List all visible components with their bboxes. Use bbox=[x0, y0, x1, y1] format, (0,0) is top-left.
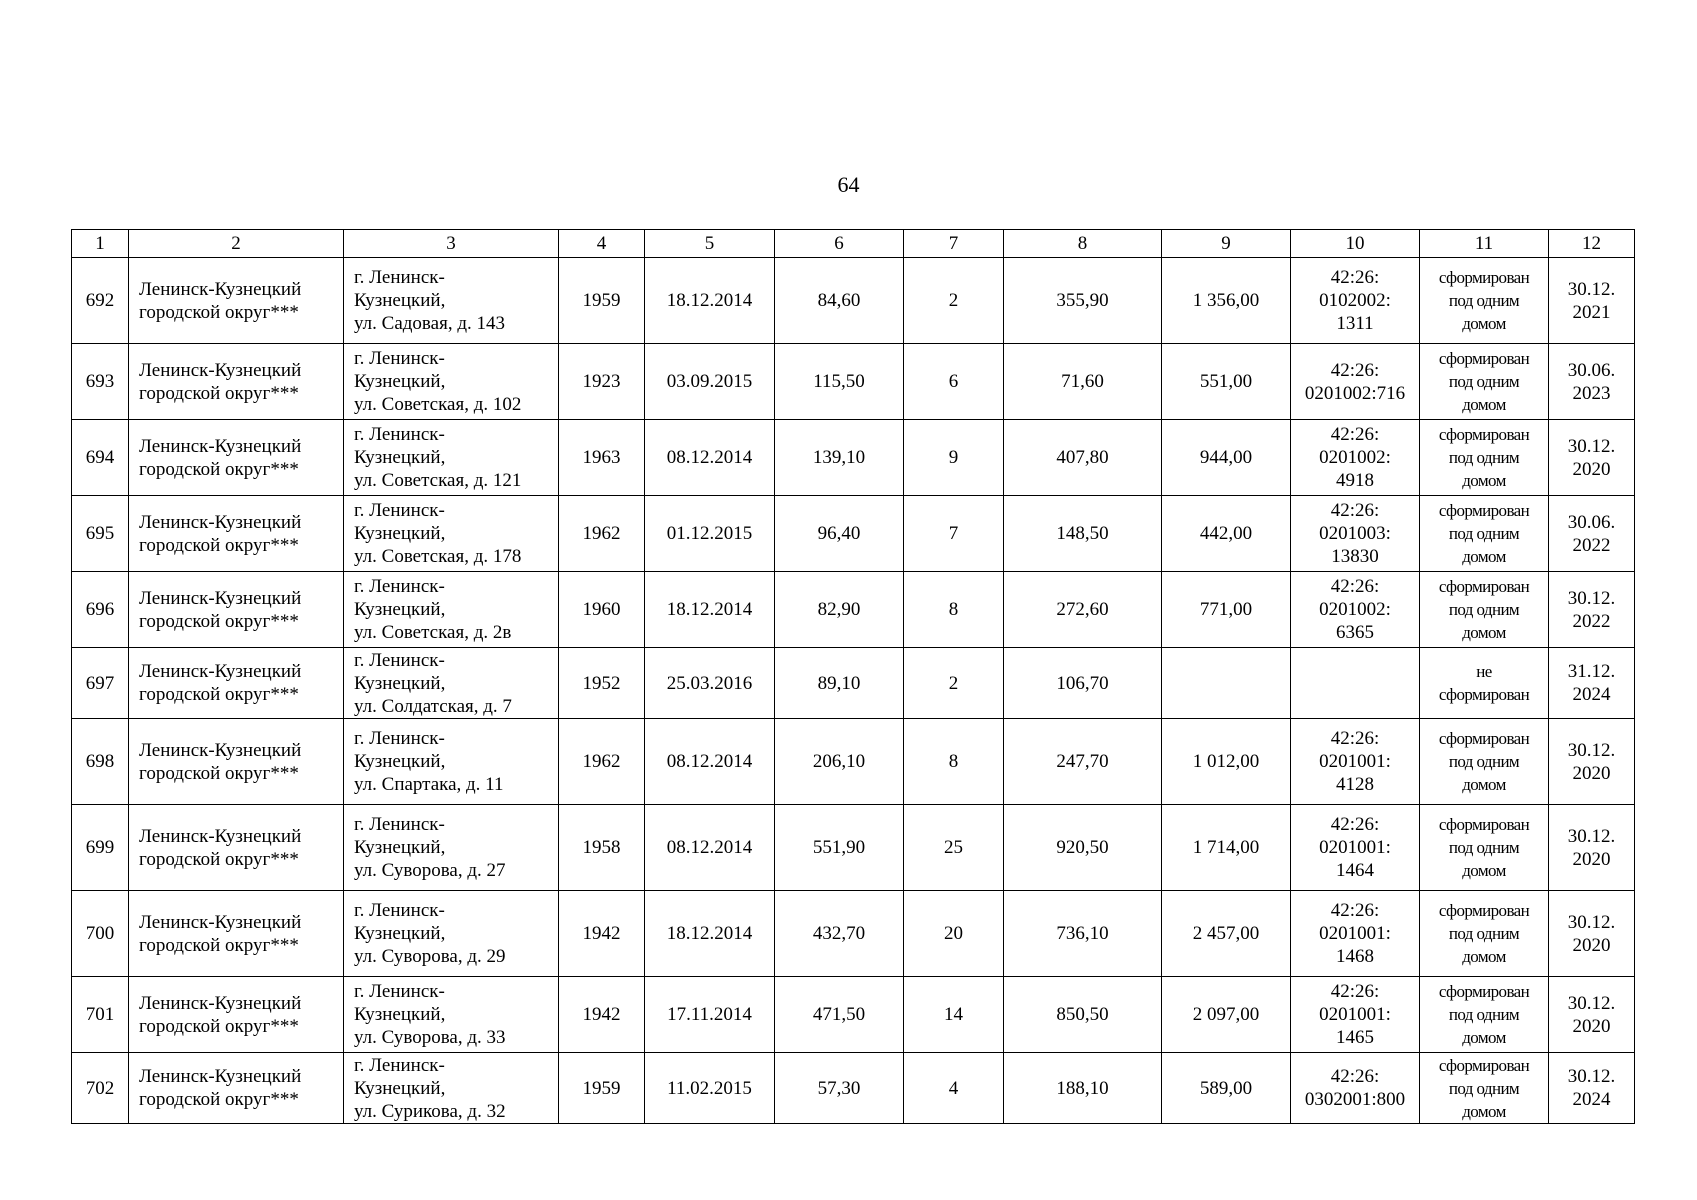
cadastral-number-cell-line: 42:26: bbox=[1330, 981, 1380, 1002]
address-cell-line: Кузнецкий, bbox=[354, 371, 446, 392]
land-status-cell-line: домом bbox=[1462, 1101, 1506, 1121]
cadastral-number-cell-line: 1311 bbox=[1336, 313, 1374, 334]
deadline-cell-line: 30.06. bbox=[1567, 359, 1616, 381]
area-cell: 57,30 bbox=[775, 1053, 904, 1124]
column-header: 11 bbox=[1420, 230, 1549, 258]
deadline-cell bbox=[1549, 648, 1635, 719]
municipality-cell-line: Ленинск-Кузнецкий bbox=[139, 511, 302, 533]
address-cell-line: г. Ленинск- bbox=[354, 1054, 445, 1076]
cadastral-number-cell-line: 42:26: bbox=[1330, 814, 1380, 835]
municipality-cell-line: Ленинск-Кузнецкий bbox=[139, 661, 302, 682]
municipality-cell bbox=[129, 572, 344, 648]
cadastral-number-cell-line: 42:26: bbox=[1330, 359, 1380, 381]
deadline-cell-line: 2024 bbox=[1572, 1089, 1611, 1110]
column-header: 1 bbox=[72, 230, 129, 258]
address-cell bbox=[344, 572, 559, 648]
address-cell bbox=[344, 891, 559, 977]
total-area-cell: 247,70 bbox=[1004, 719, 1162, 805]
address-cell-line: г. Ленинск- bbox=[354, 649, 445, 671]
table-row bbox=[72, 648, 1635, 719]
table-row bbox=[72, 891, 1635, 977]
deadline-cell bbox=[1549, 977, 1635, 1053]
deadline-cell bbox=[1549, 258, 1635, 344]
year-cell: 1923 bbox=[559, 344, 645, 420]
land-area-cell: 589,00 bbox=[1162, 1053, 1291, 1124]
row-number-cell: 694 bbox=[72, 420, 129, 496]
cadastral-number-cell bbox=[1291, 891, 1420, 977]
residents-cell: 7 bbox=[904, 496, 1004, 572]
land-status-cell-line: домом bbox=[1462, 314, 1506, 333]
date-cell: 18.12.2014 bbox=[645, 258, 775, 344]
address-cell-line: г. Ленинск- bbox=[354, 500, 445, 521]
deadline-cell bbox=[1549, 891, 1635, 977]
address-cell-line: ул. Советская, д. 2в bbox=[354, 622, 512, 643]
deadline-cell bbox=[1549, 420, 1635, 496]
cadastral-number-cell-line: 0201001: bbox=[1319, 1004, 1391, 1025]
page-number: 64 bbox=[837, 172, 860, 197]
total-area-cell: 355,90 bbox=[1004, 258, 1162, 344]
total-area-cell: 407,80 bbox=[1004, 420, 1162, 496]
table-row bbox=[72, 805, 1635, 891]
year-cell: 1958 bbox=[559, 805, 645, 891]
address-cell bbox=[344, 496, 559, 572]
table-row bbox=[72, 1053, 1635, 1124]
area-cell: 432,70 bbox=[775, 891, 904, 977]
row-number-cell: 697 bbox=[72, 648, 129, 719]
land-status-cell-line: под одним bbox=[1448, 838, 1520, 857]
cadastral-number-cell bbox=[1291, 805, 1420, 891]
deadline-cell-line: 30.12. bbox=[1567, 1066, 1616, 1087]
land-status-cell-line: сформирован bbox=[1438, 982, 1530, 1001]
column-number-row bbox=[72, 230, 1635, 258]
municipality-cell bbox=[129, 805, 344, 891]
land-status-cell-line: под одним bbox=[1448, 1005, 1520, 1024]
address-cell-line: ул. Суворова, д. 33 bbox=[354, 1027, 506, 1048]
municipality-cell-line: Ленинск-Кузнецкий bbox=[139, 1066, 302, 1087]
total-area-cell: 850,50 bbox=[1004, 977, 1162, 1053]
cadastral-number-cell-line: 4918 bbox=[1336, 470, 1374, 491]
municipality-cell-line: Ленинск-Кузнецкий bbox=[139, 911, 302, 933]
area-cell: 551,90 bbox=[775, 805, 904, 891]
land-status-cell bbox=[1420, 572, 1549, 648]
deadline-cell-line: 2020 bbox=[1572, 1015, 1611, 1037]
row-number-cell: 702 bbox=[72, 1053, 129, 1124]
land-status-cell-line: домом bbox=[1462, 947, 1506, 966]
municipality-cell-line: Ленинск-Кузнецкий bbox=[139, 587, 302, 609]
address-cell-line: Кузнецкий, bbox=[354, 1077, 446, 1099]
address-cell bbox=[344, 805, 559, 891]
cadastral-number-cell-line: 0302001:800 bbox=[1304, 1089, 1406, 1110]
deadline-cell-line: 2021 bbox=[1572, 301, 1611, 323]
municipality-cell-line: городской округ*** bbox=[139, 1015, 299, 1037]
area-cell: 471,50 bbox=[775, 977, 904, 1053]
land-status-cell bbox=[1420, 719, 1549, 805]
cadastral-number-cell-line: 4128 bbox=[1336, 774, 1374, 795]
land-area-cell: 2 457,00 bbox=[1162, 891, 1291, 977]
year-cell: 1942 bbox=[559, 891, 645, 977]
municipality-cell-line: городской округ*** bbox=[139, 534, 299, 556]
municipality-cell-line: Ленинск-Кузнецкий bbox=[139, 278, 302, 300]
address-cell-line: г. Ленинск- bbox=[354, 900, 445, 921]
address-cell-line: Кузнецкий, bbox=[354, 751, 446, 772]
column-header: 8 bbox=[1004, 230, 1162, 258]
residents-cell: 20 bbox=[904, 891, 1004, 977]
year-cell: 1962 bbox=[559, 719, 645, 805]
municipality-cell-line: Ленинск-Кузнецкий bbox=[139, 435, 302, 457]
deadline-cell-line: 2020 bbox=[1572, 934, 1611, 956]
cadastral-number-cell-line: 42:26: bbox=[1330, 576, 1380, 597]
land-status-cell-line: под одним bbox=[1448, 372, 1520, 391]
land-status-cell bbox=[1420, 977, 1549, 1053]
table-row bbox=[72, 719, 1635, 805]
deadline-cell-line: 2022 bbox=[1572, 534, 1611, 556]
municipality-cell-line: городской округ*** bbox=[139, 684, 299, 705]
deadline-cell-line: 30.12. bbox=[1567, 435, 1616, 457]
deadline-cell-line: 30.12. bbox=[1567, 739, 1616, 761]
deadline-cell bbox=[1549, 496, 1635, 572]
municipality-cell bbox=[129, 719, 344, 805]
address-cell-line: г. Ленинск- bbox=[354, 267, 445, 288]
year-cell: 1960 bbox=[559, 572, 645, 648]
deadline-cell-line: 2020 bbox=[1572, 848, 1611, 870]
cadastral-number-cell-line: 42:26: bbox=[1330, 1066, 1380, 1087]
municipality-cell-line: городской округ*** bbox=[139, 762, 299, 784]
land-area-cell: 1 356,00 bbox=[1162, 258, 1291, 344]
residents-cell: 4 bbox=[904, 1053, 1004, 1124]
municipality-cell bbox=[129, 891, 344, 977]
land-status-cell-line: не bbox=[1476, 662, 1492, 681]
deadline-cell-line: 30.12. bbox=[1567, 587, 1616, 609]
municipality-cell-line: городской округ*** bbox=[139, 458, 299, 480]
cadastral-number-cell bbox=[1291, 1053, 1420, 1124]
cadastral-number-cell-line: 1464 bbox=[1336, 860, 1374, 881]
row-number-cell: 693 bbox=[72, 344, 129, 420]
deadline-cell-line: 30.12. bbox=[1567, 278, 1616, 300]
land-status-cell-line: домом bbox=[1462, 623, 1506, 642]
land-area-cell bbox=[1162, 648, 1291, 719]
land-status-cell bbox=[1420, 1053, 1549, 1124]
area-cell: 96,40 bbox=[775, 496, 904, 572]
column-header: 4 bbox=[559, 230, 645, 258]
address-cell bbox=[344, 258, 559, 344]
cadastral-number-cell-line: 42:26: bbox=[1330, 267, 1380, 288]
deadline-cell bbox=[1549, 572, 1635, 648]
deadline-cell-line: 2022 bbox=[1572, 610, 1611, 632]
land-status-cell-line: под одним bbox=[1448, 291, 1520, 310]
residents-cell: 14 bbox=[904, 977, 1004, 1053]
date-cell: 11.02.2015 bbox=[645, 1053, 775, 1124]
cadastral-number-cell bbox=[1291, 719, 1420, 805]
cadastral-number-cell-line: 42:26: bbox=[1330, 500, 1380, 521]
cadastral-number-cell-line: 42:26: bbox=[1330, 728, 1380, 749]
address-cell-line: ул. Солдатская, д. 7 bbox=[354, 695, 512, 717]
cadastral-number-cell-line: 0201001: bbox=[1319, 837, 1391, 858]
cadastral-number-cell-line: 13830 bbox=[1331, 546, 1379, 567]
deadline-cell-line: 2023 bbox=[1572, 382, 1611, 404]
address-cell-line: ул. Спартака, д. 11 bbox=[354, 774, 504, 795]
row-number-cell: 699 bbox=[72, 805, 129, 891]
cadastral-number-cell-line: 0201003: bbox=[1319, 523, 1391, 544]
cadastral-number-cell bbox=[1291, 344, 1420, 420]
date-cell: 01.12.2015 bbox=[645, 496, 775, 572]
row-number-cell: 695 bbox=[72, 496, 129, 572]
cadastral-number-cell bbox=[1291, 496, 1420, 572]
year-cell: 1962 bbox=[559, 496, 645, 572]
land-status-cell bbox=[1420, 648, 1549, 719]
land-area-cell: 551,00 bbox=[1162, 344, 1291, 420]
land-status-cell bbox=[1420, 891, 1549, 977]
land-status-cell-line: сформирован bbox=[1438, 1055, 1530, 1075]
column-header: 12 bbox=[1549, 230, 1635, 258]
date-cell: 18.12.2014 bbox=[645, 891, 775, 977]
deadline-cell-line: 31.12. bbox=[1567, 661, 1616, 682]
cadastral-number-cell-line: 0201002: bbox=[1319, 447, 1391, 468]
deadline-cell-line: 2020 bbox=[1572, 762, 1611, 784]
address-cell-line: ул. Суворова, д. 29 bbox=[354, 946, 506, 967]
land-status-cell bbox=[1420, 258, 1549, 344]
land-area-cell: 442,00 bbox=[1162, 496, 1291, 572]
land-status-cell bbox=[1420, 805, 1549, 891]
deadline-cell-line: 30.12. bbox=[1567, 911, 1616, 933]
date-cell: 08.12.2014 bbox=[645, 805, 775, 891]
table-row bbox=[72, 344, 1635, 420]
address-cell-line: г. Ленинск- bbox=[354, 576, 445, 597]
cadastral-number-cell-line: 0201002:716 bbox=[1304, 382, 1406, 404]
municipality-cell-line: Ленинск-Кузнецкий bbox=[139, 992, 302, 1014]
total-area-cell: 272,60 bbox=[1004, 572, 1162, 648]
address-cell bbox=[344, 344, 559, 420]
date-cell: 08.12.2014 bbox=[645, 719, 775, 805]
year-cell: 1963 bbox=[559, 420, 645, 496]
cadastral-number-cell-line: 1468 bbox=[1336, 946, 1374, 967]
column-header: 9 bbox=[1162, 230, 1291, 258]
land-status-cell-line: сформирован bbox=[1438, 577, 1530, 596]
cadastral-number-cell-line: 0201001: bbox=[1319, 751, 1391, 772]
municipality-cell-line: городской округ*** bbox=[139, 382, 299, 404]
cadastral-number-cell-line: 1465 bbox=[1336, 1027, 1374, 1048]
date-cell: 25.03.2016 bbox=[645, 648, 775, 719]
deadline-cell-line: 30.12. bbox=[1567, 992, 1616, 1014]
deadline-cell bbox=[1549, 1053, 1635, 1124]
municipality-cell-line: городской округ*** bbox=[139, 610, 299, 632]
area-cell: 89,10 bbox=[775, 648, 904, 719]
municipality-cell-line: Ленинск-Кузнецкий bbox=[139, 825, 302, 847]
address-cell-line: Кузнецкий, bbox=[354, 923, 446, 944]
land-status-cell-line: под одним bbox=[1448, 1078, 1520, 1098]
residents-cell: 9 bbox=[904, 420, 1004, 496]
address-cell-line: Кузнецкий, bbox=[354, 523, 446, 544]
land-status-cell-line: домом bbox=[1462, 471, 1506, 490]
row-number-cell: 700 bbox=[72, 891, 129, 977]
table-row bbox=[72, 496, 1635, 572]
land-status-cell-line: под одним bbox=[1448, 524, 1520, 543]
deadline-cell-line: 2020 bbox=[1572, 458, 1611, 480]
residents-cell: 8 bbox=[904, 572, 1004, 648]
address-cell-line: Кузнецкий, bbox=[354, 290, 446, 311]
land-status-cell-line: домом bbox=[1462, 1028, 1506, 1047]
area-cell: 84,60 bbox=[775, 258, 904, 344]
date-cell: 08.12.2014 bbox=[645, 420, 775, 496]
land-status-cell bbox=[1420, 420, 1549, 496]
residents-cell: 8 bbox=[904, 719, 1004, 805]
address-cell-line: г. Ленинск- bbox=[354, 424, 445, 445]
land-status-cell-line: сформирован bbox=[1438, 501, 1530, 520]
land-status-cell-line: домом bbox=[1462, 861, 1506, 880]
municipality-cell bbox=[129, 258, 344, 344]
cadastral-number-cell bbox=[1291, 648, 1420, 719]
total-area-cell: 736,10 bbox=[1004, 891, 1162, 977]
address-cell bbox=[344, 420, 559, 496]
column-header: 3 bbox=[344, 230, 559, 258]
column-header: 2 bbox=[129, 230, 344, 258]
land-status-cell-line: сформирован bbox=[1438, 349, 1530, 368]
land-status-cell-line: под одним bbox=[1448, 448, 1520, 467]
land-status-cell-line: сформирован bbox=[1438, 729, 1530, 748]
year-cell: 1959 bbox=[559, 258, 645, 344]
land-area-cell: 1 012,00 bbox=[1162, 719, 1291, 805]
address-cell-line: г. Ленинск- bbox=[354, 728, 445, 749]
address-cell-line: Кузнецкий, bbox=[354, 447, 446, 468]
address-cell-line: г. Ленинск- bbox=[354, 348, 445, 369]
municipality-cell-line: городской округ*** bbox=[139, 1089, 299, 1110]
land-status-cell-line: сформирован bbox=[1438, 425, 1530, 444]
date-cell: 18.12.2014 bbox=[645, 572, 775, 648]
area-cell: 115,50 bbox=[775, 344, 904, 420]
residents-cell: 6 bbox=[904, 344, 1004, 420]
total-area-cell: 188,10 bbox=[1004, 1053, 1162, 1124]
address-cell-line: ул. Сурикова, д. 32 bbox=[354, 1100, 506, 1122]
municipality-cell bbox=[129, 420, 344, 496]
land-status-cell-line: домом bbox=[1462, 395, 1506, 414]
municipality-cell-line: городской округ*** bbox=[139, 301, 299, 323]
land-status-cell-line: под одним bbox=[1448, 924, 1520, 943]
address-cell bbox=[344, 719, 559, 805]
address-cell-line: ул. Суворова, д. 27 bbox=[354, 860, 506, 881]
deadline-cell-line: 2024 bbox=[1572, 684, 1611, 705]
address-cell-line: Кузнецкий, bbox=[354, 672, 446, 694]
address-cell-line: ул. Садовая, д. 143 bbox=[354, 313, 505, 334]
municipality-cell-line: Ленинск-Кузнецкий bbox=[139, 739, 302, 761]
date-cell: 03.09.2015 bbox=[645, 344, 775, 420]
table-row bbox=[72, 977, 1635, 1053]
total-area-cell: 71,60 bbox=[1004, 344, 1162, 420]
address-cell bbox=[344, 977, 559, 1053]
residents-cell: 25 bbox=[904, 805, 1004, 891]
table-row bbox=[72, 572, 1635, 648]
land-area-cell: 771,00 bbox=[1162, 572, 1291, 648]
land-status-cell-line: сформирован bbox=[1438, 901, 1530, 920]
address-cell-line: г. Ленинск- bbox=[354, 814, 445, 835]
residents-cell: 2 bbox=[904, 258, 1004, 344]
municipality-cell bbox=[129, 1053, 344, 1124]
deadline-cell bbox=[1549, 719, 1635, 805]
housing-registry-table bbox=[71, 229, 1635, 1124]
address-cell bbox=[344, 648, 559, 719]
land-status-cell-line: сформирован bbox=[1438, 685, 1530, 704]
cadastral-number-cell-line: 0102002: bbox=[1319, 290, 1391, 311]
area-cell: 206,10 bbox=[775, 719, 904, 805]
cadastral-number-cell bbox=[1291, 572, 1420, 648]
cadastral-number-cell bbox=[1291, 258, 1420, 344]
municipality-cell-line: городской округ*** bbox=[139, 934, 299, 956]
deadline-cell bbox=[1549, 344, 1635, 420]
date-cell: 17.11.2014 bbox=[645, 977, 775, 1053]
column-header: 5 bbox=[645, 230, 775, 258]
land-area-cell: 1 714,00 bbox=[1162, 805, 1291, 891]
land-status-cell-line: под одним bbox=[1448, 600, 1520, 619]
total-area-cell: 148,50 bbox=[1004, 496, 1162, 572]
land-area-cell: 944,00 bbox=[1162, 420, 1291, 496]
land-status-cell bbox=[1420, 344, 1549, 420]
cadastral-number-cell-line: 6365 bbox=[1336, 622, 1374, 643]
year-cell: 1952 bbox=[559, 648, 645, 719]
cadastral-number-cell bbox=[1291, 420, 1420, 496]
table-row bbox=[72, 420, 1635, 496]
address-cell-line: ул. Советская, д. 102 bbox=[354, 394, 522, 415]
land-area-cell: 2 097,00 bbox=[1162, 977, 1291, 1053]
area-cell: 139,10 bbox=[775, 420, 904, 496]
land-status-cell-line: под одним bbox=[1448, 752, 1520, 771]
municipality-cell bbox=[129, 977, 344, 1053]
deadline-cell-line: 30.06. bbox=[1567, 511, 1616, 533]
address-cell-line: ул. Советская, д. 121 bbox=[354, 470, 522, 491]
municipality-cell bbox=[129, 344, 344, 420]
deadline-cell-line: 30.12. bbox=[1567, 825, 1616, 847]
land-status-cell-line: сформирован bbox=[1438, 815, 1530, 834]
address-cell-line: г. Ленинск- bbox=[354, 981, 445, 1002]
municipality-cell bbox=[129, 496, 344, 572]
address-cell-line: Кузнецкий, bbox=[354, 1004, 446, 1025]
year-cell: 1959 bbox=[559, 1053, 645, 1124]
address-cell-line: Кузнецкий, bbox=[354, 837, 446, 858]
address-cell-line: ул. Советская, д. 178 bbox=[354, 546, 522, 567]
table-row bbox=[72, 258, 1635, 344]
residents-cell: 2 bbox=[904, 648, 1004, 719]
land-status-cell-line: домом bbox=[1462, 775, 1506, 794]
year-cell: 1942 bbox=[559, 977, 645, 1053]
area-cell: 82,90 bbox=[775, 572, 904, 648]
cadastral-number-cell-line: 42:26: bbox=[1330, 900, 1380, 921]
row-number-cell: 701 bbox=[72, 977, 129, 1053]
column-header: 6 bbox=[775, 230, 904, 258]
column-header: 7 bbox=[904, 230, 1004, 258]
cadastral-number-cell-line: 42:26: bbox=[1330, 424, 1380, 445]
deadline-cell bbox=[1549, 805, 1635, 891]
land-status-cell-line: сформирован bbox=[1438, 268, 1530, 287]
municipality-cell-line: Ленинск-Кузнецкий bbox=[139, 359, 302, 381]
land-status-cell bbox=[1420, 496, 1549, 572]
municipality-cell-line: городской округ*** bbox=[139, 848, 299, 870]
municipality-cell bbox=[129, 648, 344, 719]
address-cell-line: Кузнецкий, bbox=[354, 599, 446, 620]
column-header: 10 bbox=[1291, 230, 1420, 258]
cadastral-number-cell bbox=[1291, 977, 1420, 1053]
registry-body bbox=[72, 258, 1635, 1124]
row-number-cell: 698 bbox=[72, 719, 129, 805]
cadastral-number-cell-line: 0201001: bbox=[1319, 923, 1391, 944]
total-area-cell: 106,70 bbox=[1004, 648, 1162, 719]
row-number-cell: 696 bbox=[72, 572, 129, 648]
address-cell bbox=[344, 1053, 559, 1124]
cadastral-number-cell-line: 0201002: bbox=[1319, 599, 1391, 620]
land-status-cell-line: домом bbox=[1462, 547, 1506, 566]
total-area-cell: 920,50 bbox=[1004, 805, 1162, 891]
row-number-cell: 692 bbox=[72, 258, 129, 344]
